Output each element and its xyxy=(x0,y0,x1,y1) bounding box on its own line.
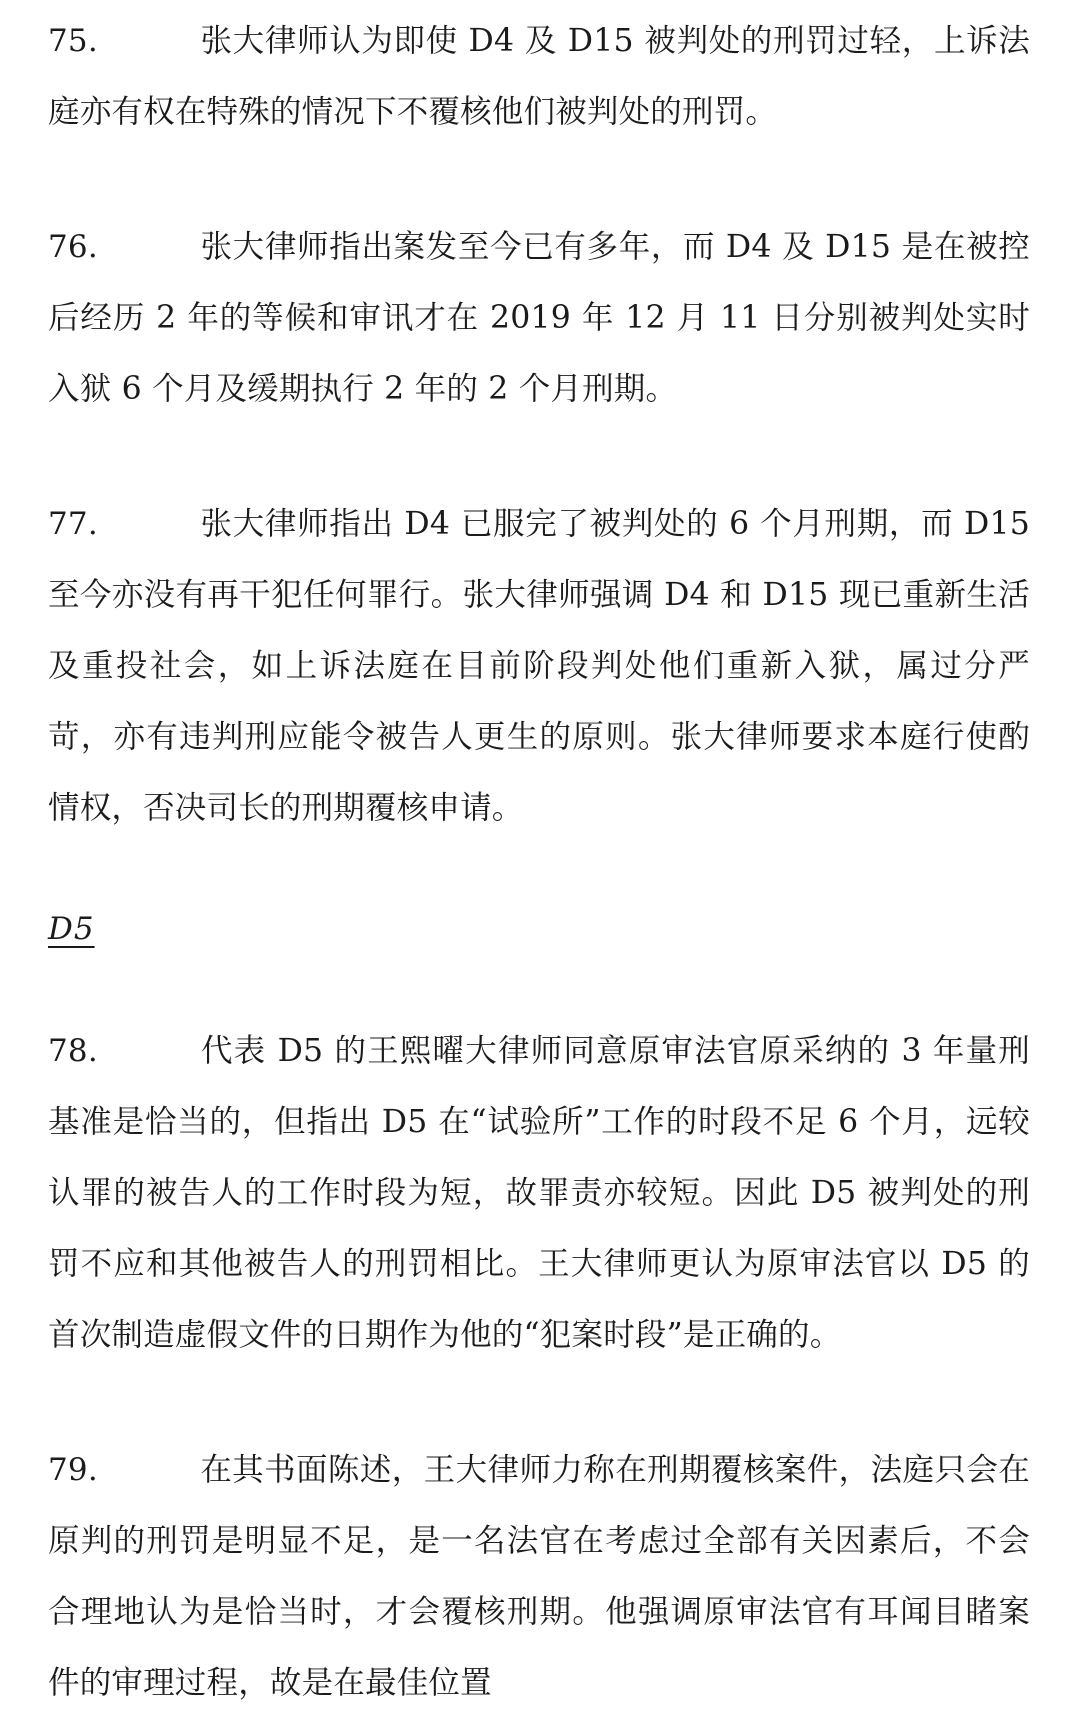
paragraph-text-79: 在其书面陈述，王大律师力称在刑期覆核案件，法庭只会在原判的刑罚是明显不足，是一名法官在考虑过全部有关因素后，不会合理地认为是恰当时，才会覆核刑期。他强调原审法官有耳闻目睹案件的审理过程，故是在最佳位置 xyxy=(48,1452,1030,1701)
paragraph-76 xyxy=(48,212,1030,425)
paragraph-number-78: 78. xyxy=(48,1033,98,1069)
paragraph-text-77: 张大律师指出 D4 已服完了被判处的 6 个月刑期，而 D15 至今亦没有再干犯任何罪行。张大律师强调 D4 和 D15 现已重新生活及重投社会，如上诉法庭在目前阶段判处他们重新入狱，属过分严苛，亦有违判刑应能令被告人更生的原则。张大律师要求本庭行使酌情权，否决司长的刑期覆核申请。 xyxy=(48,506,1030,826)
paragraph-78 xyxy=(48,1016,1030,1371)
subheading-d5-container xyxy=(48,904,1030,1012)
paragraph-77 xyxy=(48,489,1030,844)
paragraph-text-78: 代表 D5 的王熙曜大律师同意原审法官原采纳的 3 年量刑基准是恰当的，但指出 D5 在“试验所”工作的时段不足 6 个月，远较认罪的被告人的工作时段为短，故罪责亦较短。因此 D5 被判处的刑罚不应和其他被告人的刑罚相比。王大律师更认为原审法官以 D5 的首次制造虚假文件的日期作为他的“犯案时段”是正确的。 xyxy=(48,1033,1030,1353)
document-body xyxy=(48,0,1030,1719)
paragraph-number-76: 76. xyxy=(48,229,98,265)
paragraph-text-75: 张大律师认为即使 D4 及 D15 被判处的刑罚过轻，上诉法庭亦有权在特殊的情况下不覆核他们被判处的刑罚。 xyxy=(48,23,1030,130)
paragraph-number-77: 77. xyxy=(48,506,98,542)
paragraph-number-75: 75. xyxy=(48,23,98,59)
paragraph-text-76: 张大律师指出案发至今已有多年，而 D4 及 D15 是在被控后经历 2 年的等候和审讯才在 2019 年 12 月 11 日分别被判处实时入狱 6 个月及缓期执行 2 年的 2 个月刑期。 xyxy=(48,229,1030,407)
subheading-d5: D5 xyxy=(48,911,95,947)
paragraph-number-79: 79. xyxy=(48,1452,98,1488)
paragraph-75 xyxy=(48,6,1030,148)
paragraph-79 xyxy=(48,1435,1030,1719)
